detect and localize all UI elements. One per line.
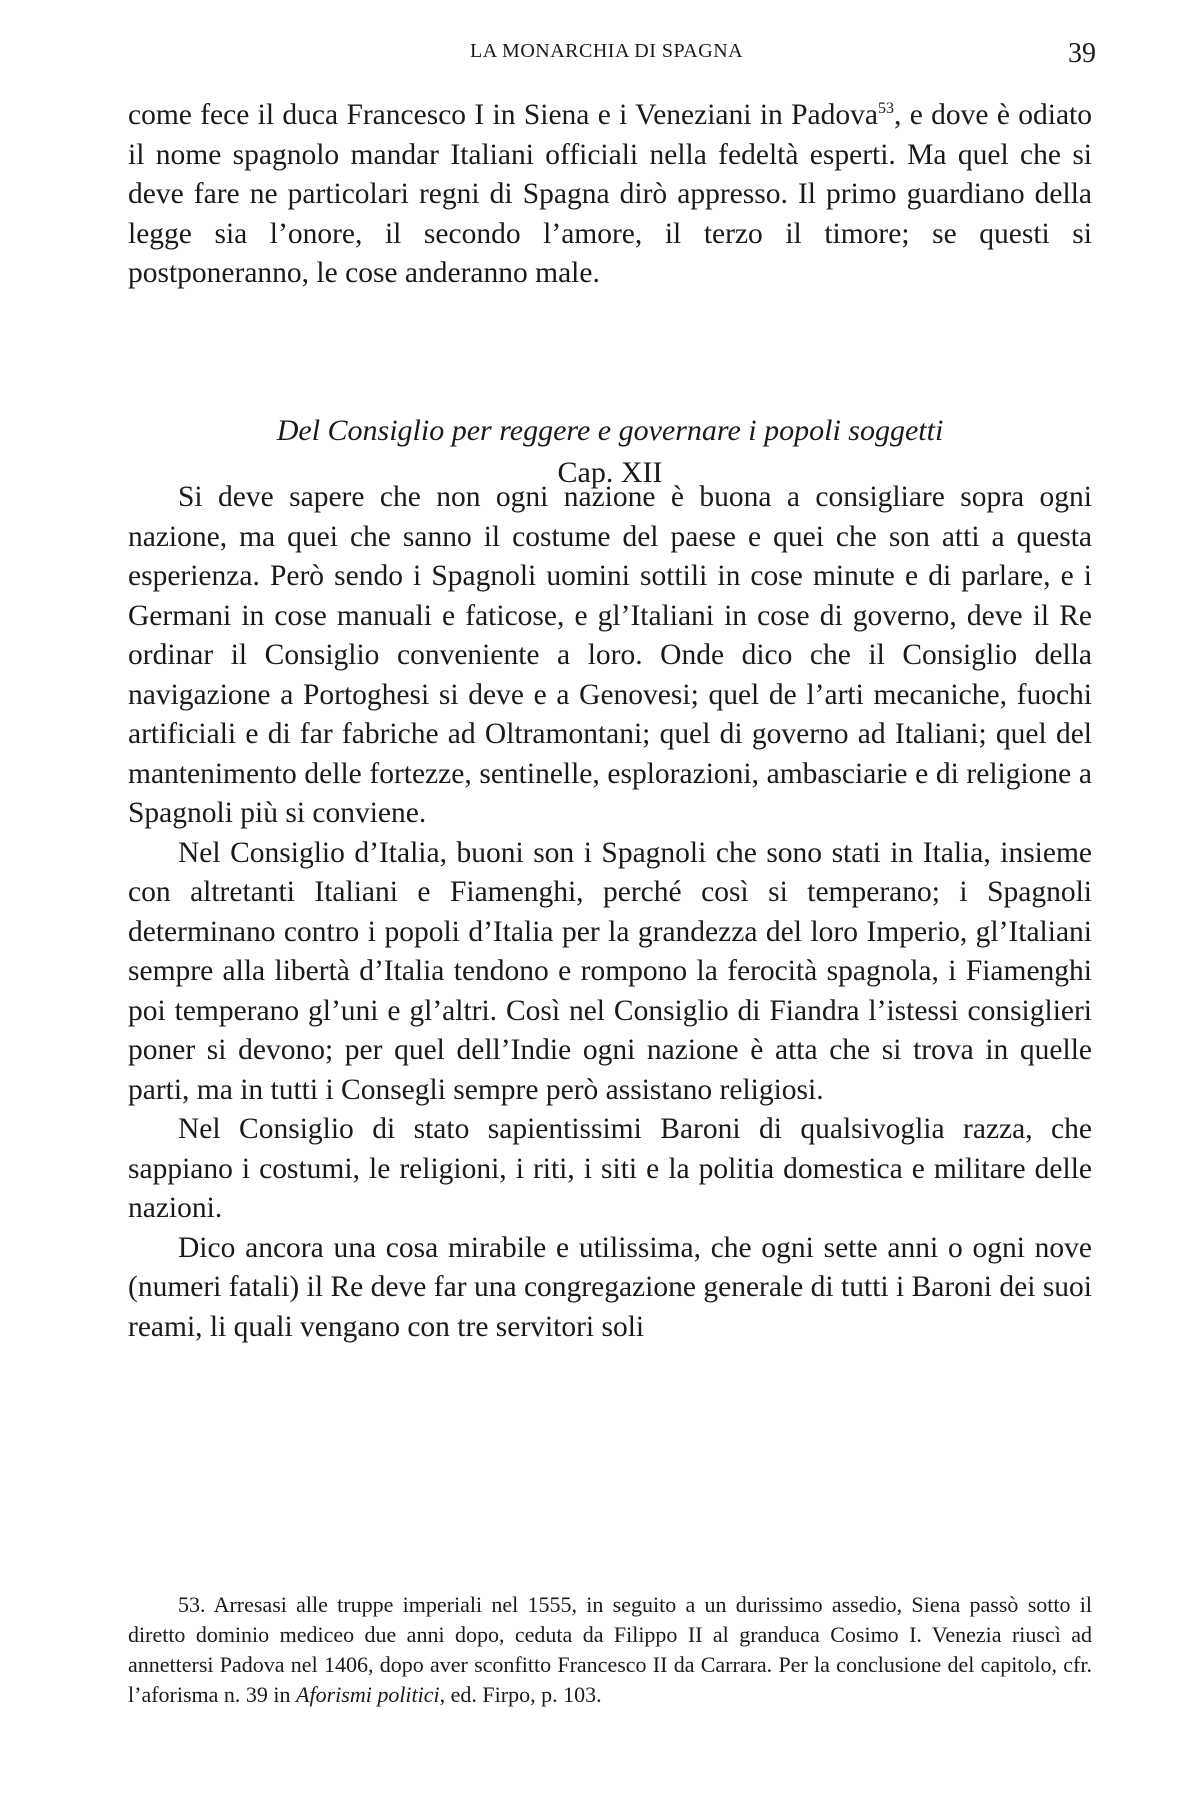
body-paragraph: Si deve sapere che non ogni nazione è buona a consigliare sopra ogni nazione, ma quei che sanno il costume del paese e quei che son atti a questa esperienza. Però sendo i Spagnoli uomini sottili in cose minute e di parlare, e i Germani in cose manuali e faticose, e gl’Italiani in cose di governo, deve il Re ordinar il Consiglio conveniente a loro. Onde dico che il Consiglio della navigazione a Portoghesi si deve e a Genovesi; quel de l’arti mecaniche, fuochi artificiali e di far fabriche ad Oltramontani; quel di governo ad Italiani; quel del mantenimento delle fortezze, sentinelle, esplorazioni, ambasciarie e di religione a Spagnoli più si conviene. [128,481,1092,829]
opening-paragraph [128,96,1092,294]
footnote-text: Arresasi alle truppe imperiali nel 1555, in seguito a un durissimo assedio, Siena passò sotto il diretto dominio mediceo due anni dopo, ceduta da Filippo II al granduca Cosimo I. Venezia riuscì ad annettersi Padova nel 1406, dopo aver sconfitto Francesco II da Carrara. Per la conclusione del capitolo, cfr. l’aforisma n. 39 in [128,1592,1092,1707]
body-paragraph: Nel Consiglio di stato sapientissimi Baroni di qualsivoglia razza, che sappiano i costumi, le religioni, i riti, i siti e la politia domestica e militare delle nazioni. [128,1113,1092,1224]
footnote-work-title: Aforismi politici [296,1682,440,1707]
page-number: 39 [1068,38,1096,69]
body-paragraph: Dico ancora una cosa mirabile e utilissima, che ogni sette anni o ogni nove (numeri fatali) il Re deve far una congregazione generale di tutti i Baroni dei suoi reami, li quali vengano con tre servitori soli [128,1231,1092,1343]
footnote-number: 53. [178,1592,206,1617]
chapter-body [128,478,1092,1347]
running-head [0,38,1200,78]
opening-text-before-ref: come fece il duca Francesco I in Siena e i Veneziani in Padova [128,99,878,131]
opening-text-after-ref: , e dove è odiato il nome spagnolo mandar Italiani officiali nella fedeltà esperti. Ma quel che si deve fare ne particolari regni di Spagna dirò appresso. Il primo guardiano della legge sia l’onore, il secondo l’amore, il terzo il timore; se questi si postponeranno, le cose anderanno male. [128,99,1092,289]
footnotes [128,1590,1092,1710]
footnote-53 [128,1590,1092,1710]
chapter-title: Del Consiglio per reggere e governare i popoli soggetti [276,414,944,447]
footnote-reference[interactable]: 53 [877,100,894,118]
chapter-number: Cap. XII [557,456,663,489]
body-paragraph: Nel Consiglio d’Italia, buoni son i Spagnoli che sono stati in Italia, insieme con altretanti Italiani e Fiamenghi, perché così si temperano; i Spagnoli determinano contro i popoli d’Italia per la grandezza del loro Imperio, gl’Italiani sempre alla libertà d’Italia tendono e rompono la ferocità spagnola, i Fiamenghi poi temperano gl’uni e gl’altri. Così nel Consiglio di Fiandra l’istessi consiglieri poner si devono; per quel dell’Indie ogni nazione è atta che si trova in quelle parti, ma in tutti i Consegli sempre però assistano religiosi. [128,836,1092,1106]
footnote-text-end: , ed. Firpo, p. 103. [439,1682,602,1707]
opening-text-block [128,96,1092,294]
running-title: LA MONARCHIA DI SPAGNA [470,40,744,62]
